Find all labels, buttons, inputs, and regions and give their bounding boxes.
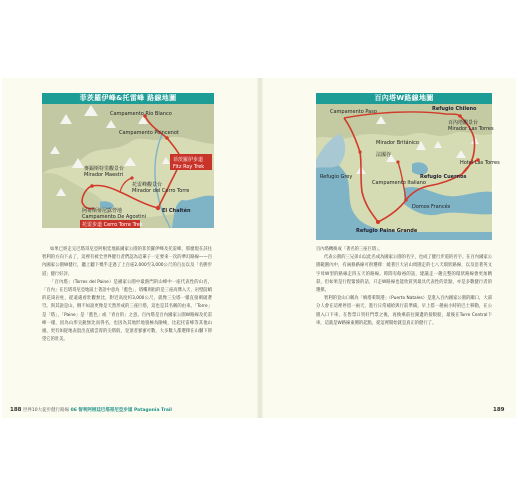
left-paragraph-1: 如果已經走完巴塔哥尼亞阿根廷地區國家公園的菲茨羅伊峰及托雷峰，那麼現在該往智利的方向下去了，這裡有被全世界健行者們認為這輩子一定要來一次的夢幻路線——百內國家公園W健行，聽上聽下幾乎走過了上百座2,000至3,000公尺的百岳以及「名勝步道」健行好評。 — [42, 247, 212, 277]
label-frances-zh: 法國谷 — [376, 152, 392, 158]
right-map-title: 百內塔W路線地圖 — [316, 93, 492, 104]
left-page-number: 188 — [10, 407, 22, 413]
right-body-text — [316, 246, 492, 328]
label-mirador-cerro-torre-zh: 托雷峰觀景台 — [132, 182, 163, 188]
label-fitzroy-trek-zh: 菲茨羅伊步道 — [173, 157, 204, 163]
label-campamento-agostini-zh: 阿哥斯蒂尼露營地 — [82, 208, 123, 214]
label-cerro-torre-trek: 托雷步道 Cerro Torre Trek — [82, 222, 143, 228]
left-footer — [10, 407, 172, 413]
label-campamento-paso: Campamento Paso — [330, 109, 377, 115]
label-campamento-rio-blanco: Campamento Río Blanco — [110, 111, 172, 117]
fitzroy-route-map — [42, 104, 214, 228]
footer-book-title: 世界10大徒步健行路線 — [22, 408, 70, 413]
right-page-number: 189 — [493, 407, 505, 413]
label-domos-frances: Domos Francés — [412, 204, 451, 210]
label-refugio-paine-grande: Refugio Paine Grande — [356, 228, 418, 234]
label-hotel-las-torres: Hotel Las Torres — [460, 160, 500, 166]
right-footer — [493, 407, 504, 413]
right-paragraph-1: 百內塔轉換成「著名的三座巨塔」。 — [316, 247, 383, 252]
label-refugio-cuernos: Refugio Cuernos — [420, 174, 467, 180]
label-el-chalten: El Chaltén — [162, 208, 191, 214]
left-paragraph-2: 「百內塔」（Torres del Paine）是國家公園中最熱門的山峰中一座代表性的山名，「百內」在巴塔哥尼亞地區土著語中意為「藍色」，塔樓則指的是三座高聳入天、岩壁陡峭的花崗岩柱，從遠處看壯觀無比，附近高度約3,000公尺，就像三尖塔一樣直接刺破蒼穹。與其說是山，倒不如說更像是天然形成的三座巨塔，這也是其名稱的由來。「Torre」是「塔」，「Paine」是「藍色」或「青白的」之意。百內塔是百內國家公園W路線及托雷峰一樣，因為山形尖銳無比而得名，也因為其地形地貌極為險峻，比起托雷峰等其他山頭，更有如從地表竄出直插雲霄的尖塔般，登頂者寥寥可數，大多數人都選擇在山腳下仰望它的壯美。 — [42, 279, 212, 343]
label-mirador-cerro-torre-en: Mirador del Cerro Torre — [132, 188, 190, 194]
label-campamento-italiano: Campamento Italiano — [372, 180, 426, 186]
label-mirador-maestri-en: Mirador Maestri — [84, 172, 124, 178]
label-mirador-las-torres-en: Mirador Las Torres — [448, 126, 494, 132]
label-mirador-las-torres-zh: 百內塔觀景台 — [448, 120, 479, 126]
footer-chapter: 06 智利阿根廷巴塔哥尼亞步道 Patagonia Trail — [70, 408, 172, 413]
label-campamento-poincenot: Campamento Poincenot — [119, 130, 179, 136]
label-fitzroy-trek-en: Fitz Roy Trek — [173, 164, 205, 170]
left-body-text — [42, 246, 212, 344]
right-paragraph-2: 代表公園的三兄弟山以此名成為國家公園的名字，也成了健行步道的名字。在百內國家公園範圍內中，有兩條路線可供選擇：繞著巨大岩山周圍走的七八天環狀路線，以及沿著英文字母W型的路線走四五天的路線。時間有餘裕的話，建議走一趟完整的環狀路線會更加精彩，但如果是行程緊湊的話，只走W路線也能欣賞到最具代表性的景點，亦是多數健行者的選擇。 — [316, 255, 492, 294]
right-paragraph-3: 智利的登山口稱為「納塔萊斯港」（Puerto Natales）是進入百內國家公園的關口，大部分人會在這裡停留一兩天，進行日常補給與行前準備。早上搭一趟兩小時的巴士移動，在公園入口下車，在售票口買好門票之後，再換乘前往湖邊的接駁船，最後在Torre Central下車，這就是W路線東側的起點，從這裡開始就是真正的健行了。 — [316, 296, 492, 326]
label-mirador-maestri-zh: 麥錫斯特里觀景台 — [84, 166, 125, 172]
label-refugio-grey: Refugio Grey — [320, 174, 353, 180]
label-mirador-britanico: Mirador Británico — [376, 140, 419, 146]
fitzroy-map-svg — [42, 104, 214, 228]
left-map-title: 菲茨羅伊峰&托雷峰 路線地圖 — [42, 93, 214, 104]
paine-map-svg — [316, 104, 500, 240]
label-campamento-agostini-en: Campamento De Agostini — [82, 214, 147, 220]
torres-del-paine-route-map — [316, 104, 500, 240]
right-page — [263, 78, 516, 418]
left-page — [2, 78, 257, 418]
label-refugio-chileno: Refugio Chileno — [432, 106, 477, 112]
